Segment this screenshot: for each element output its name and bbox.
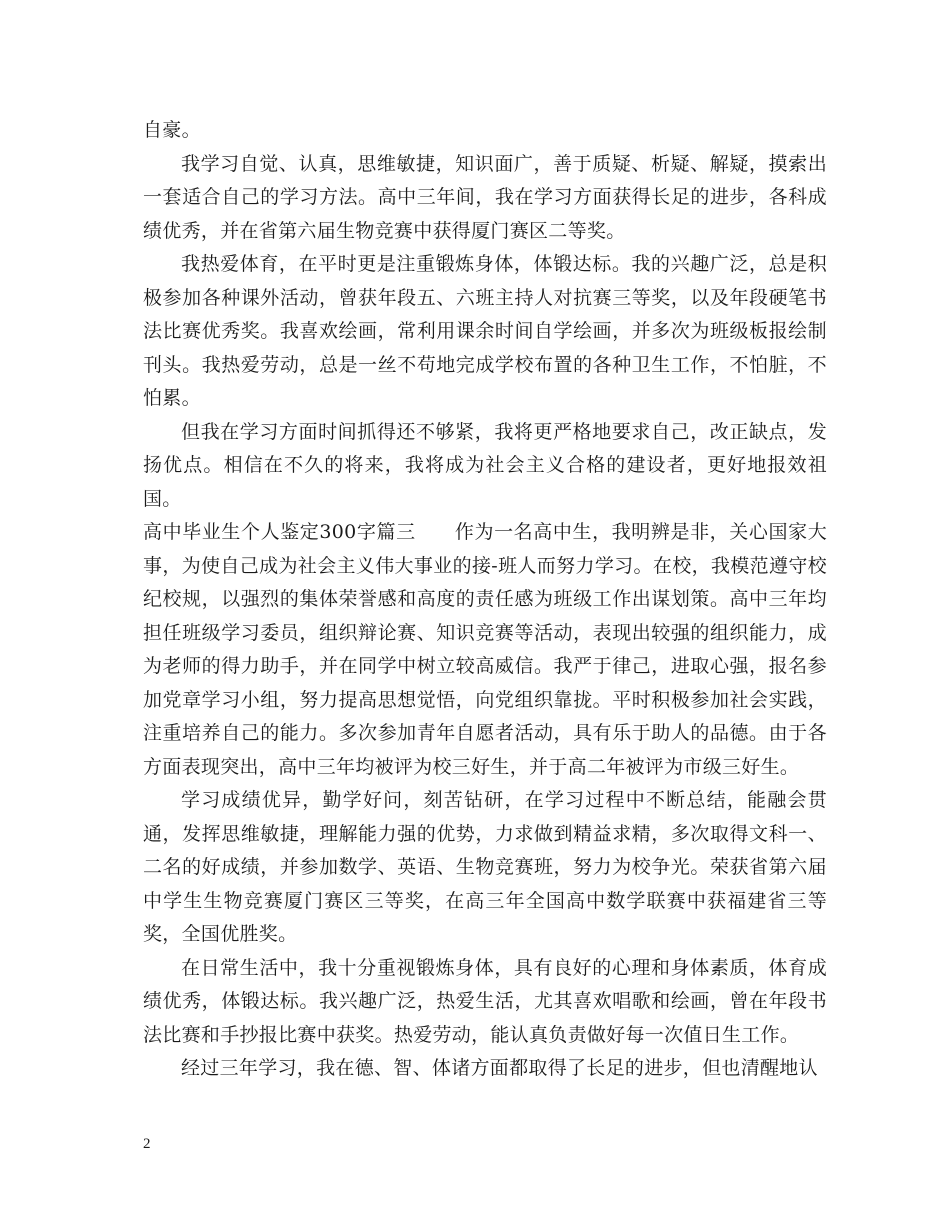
paragraph: 我热爱体育，在平时更是注重锻炼身体，体锻达标。我的兴趣广泛，总是积极参加各种课外活动，曾获年段五、六班主持人对抗赛三等奖，以及年段硬笔书法比赛优秀奖。我喜欢绘画，常利用课余时间自学绘画，并多次为班级板报绘制刊头。我热爱劳动，总是一丝不苟地完成学校布置的各种卫生工作，不怕脏，不怕累。 xyxy=(143,253,827,409)
paragraph: 学习成绩优异，勤学好问，刻苦钻研，在学习过程中不断总结，能融会贯通，发挥思维敏捷，理解能力强的优势，力求做到精益求精，多次取得文科一、二名的好成绩，并参加数学、英语、生物竞赛班，努力为校争光。荣获省第六届中学生生物竞赛厦门赛区三等奖，在高三年全国高中数学联赛中获福建省三等奖，全国优胜奖。 xyxy=(143,789,827,945)
paragraph: 但我在学习方面时间抓得还不够紧，我将更严格地要求自己，改正缺点，发扬优点。相信在不久的将来，我将成为社会主义合格的建设者，更好地报效祖国。 xyxy=(143,420,827,510)
paragraph: 我学习自觉、认真，思维敏捷，知识面广，善于质疑、析疑、解疑，摸索出一套适合自己的学习方法。高中三年间，我在学习方面获得长足的进步，各科成绩优秀，并在省第六届生物竞赛中获得厦门赛区二等奖。 xyxy=(143,152,827,242)
paragraph-section-three: 高中毕业生个人鉴定300字篇三 作为一名高中生，我明辨是非，关心国家大事，为使自己成为社会主义伟大事业的接-班人而努力学习。在校，我模范遵守校纪校规，以强烈的集体荣誉感和高度的责任感为班级工作出谋划策。高中三年均担任班级学习委员，组织辩论赛、知识竞赛等活动，表现出较强的组织能力，成为老师的得力助手，并在同学中树立较高威信。我严于律己，进取心强，报名参加党章学习小组，努力提高思想觉悟，向党组织靠拢。平时积极参加社会实践，注重培养自己的能力。多次参加青年自愿者活动，具有乐于助人的品德。由于各方面表现突出，高中三年均被评为校三好生，并于高二年被评为市级三好生。 xyxy=(143,521,827,778)
paragraph: 自豪。 xyxy=(143,119,201,141)
paragraph: 经过三年学习，我在德、智、体诸方面都取得了长足的进步，但也清醒地认 xyxy=(181,1057,818,1079)
page-number: 2 xyxy=(143,1136,151,1152)
paragraph: 在日常生活中，我十分重视锻炼身体，具有良好的心理和身体素质，体育成绩优秀，体锻达标。我兴趣广泛，热爱生活，尤其喜欢唱歌和绘画，曾在年段书法比赛和手抄报比赛中获奖。热爱劳动，能认真负责做好每一次值日生工作。 xyxy=(143,956,827,1046)
document-body xyxy=(143,114,827,1086)
